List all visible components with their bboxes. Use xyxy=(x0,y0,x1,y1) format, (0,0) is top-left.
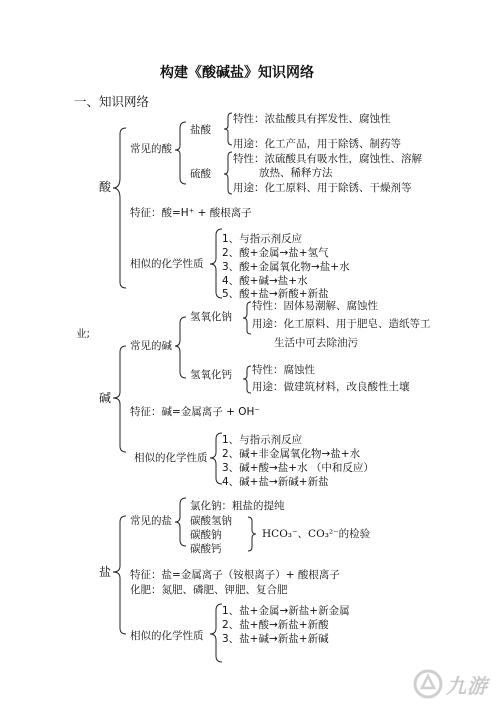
ion-test: HCO₃⁻、CO₃²⁻的检验 xyxy=(262,528,371,540)
naoh-use-2: 生活中可去除油污 xyxy=(274,337,358,349)
watermark-logo-icon xyxy=(412,668,444,700)
acid-label: 酸 xyxy=(99,180,112,194)
acid-chem-item-5: 5、酸+盐→新酸+新盐 xyxy=(222,288,329,300)
h2so4-property-2: 放热、稀释方法 xyxy=(259,167,333,179)
salt-chem-label: 相似的化学性质 xyxy=(130,630,204,642)
salt-chem-brace xyxy=(210,604,222,662)
base-chem-item-2: 2、碱+非金属氧化物→盐+水 xyxy=(222,448,361,460)
hcl-name: 盐酸 xyxy=(190,124,211,136)
base-chem-brace xyxy=(210,433,222,484)
acid-common-label: 常见的酸 xyxy=(130,143,172,155)
base-common-label: 常见的碱 xyxy=(130,340,172,352)
salt-chem-item-3: 3、盐+碱→新盐+新碱 xyxy=(222,633,329,645)
base-chem-item-3: 3、碱+酸→盐+水 （中和反应） xyxy=(222,462,374,474)
salt-common-label: 常见的盐 xyxy=(130,515,172,527)
h2so4-brace xyxy=(224,152,232,194)
caoh-property: 特性：腐蚀性 xyxy=(252,364,315,376)
fertilizer-line: 化肥：氮肥、磷肥、钾肥、复合肥 xyxy=(130,584,288,596)
stray-text: 业; xyxy=(76,328,91,340)
acid-common-brace xyxy=(175,122,186,184)
base-chem-item-4: 4、碱+盐→新碱+新盐 xyxy=(222,476,329,488)
hcl-property: 特性：浓盐酸具有挥发性、腐蚀性 xyxy=(233,113,391,125)
nacl-line: 氯化钠：粗盐的提纯 xyxy=(190,500,285,512)
acid-chem-brace xyxy=(210,229,222,298)
acid-chem-item-1: 1、与指示剂反应 xyxy=(222,233,303,245)
carbonate-item-1: 碳酸氢钠 xyxy=(190,515,232,527)
salt-common-brace xyxy=(175,498,186,546)
base-brace xyxy=(113,346,126,452)
base-common-brace xyxy=(175,317,186,378)
naoh-brace xyxy=(243,302,251,334)
caoh-name: 氢氧化钙 xyxy=(190,369,232,381)
h2so4-property-1: 特性：浓硫酸具有吸水性，腐蚀性、溶解 xyxy=(233,153,422,165)
hcl-use: 用途：化工产品，用于除锈、制药等 xyxy=(233,138,401,150)
carbonate-brace xyxy=(248,517,256,551)
base-feature: 特征：碱=金属离子 + OH⁻ xyxy=(130,406,260,418)
carbonate-item-3: 碳酸钙 xyxy=(190,543,222,555)
salt-brace xyxy=(113,516,126,634)
acid-chem-label: 相似的化学性质 xyxy=(130,258,204,270)
base-label: 碱 xyxy=(99,391,112,405)
caoh-use: 用途：做建筑材料，改良酸性土壤 xyxy=(252,381,410,393)
base-chem-label: 相似的化学性质 xyxy=(134,452,208,464)
salt-chem-item-1: 1、盐+金属→新盐+新金属 xyxy=(222,605,350,617)
watermark-text: 九游 xyxy=(446,674,488,698)
naoh-property: 特性：固体易潮解、腐蚀性 xyxy=(252,300,378,312)
hcl-brace xyxy=(224,113,232,145)
salt-label: 盐 xyxy=(99,565,112,579)
salt-feature: 特征：盐=金属离子（铵根离子）+ 酸根离子 xyxy=(130,569,340,581)
naoh-name: 氢氧化钠 xyxy=(190,311,232,323)
carbonate-item-2: 碳酸钠 xyxy=(190,529,222,541)
h2so4-name: 硫酸 xyxy=(190,168,211,180)
naoh-use-1: 用途：化工原料、用于肥皂、造纸等工 xyxy=(252,318,431,330)
acid-chem-item-4: 4、酸+碱→盐+水 xyxy=(222,275,308,287)
acid-chem-item-3: 3、酸+金属氧化物→盐+水 xyxy=(222,261,350,273)
salt-chem-item-2: 2、盐+酸→新盐+新酸 xyxy=(222,619,329,631)
acid-feature: 特征：酸=H⁺ + 酸根离子 xyxy=(130,207,252,219)
acid-brace xyxy=(113,128,126,288)
base-chem-item-1: 1、与指示剂反应 xyxy=(222,434,303,446)
section-heading: 一、知识网络 xyxy=(74,94,150,109)
page-title: 构建《酸碱盐》知识网络 xyxy=(160,65,314,81)
caoh-brace xyxy=(243,366,251,393)
acid-chem-item-2: 2、酸+金属→盐+氢气 xyxy=(222,247,329,259)
h2so4-use: 用途：化工原料、用于除锈、干燥剂等 xyxy=(233,182,412,194)
